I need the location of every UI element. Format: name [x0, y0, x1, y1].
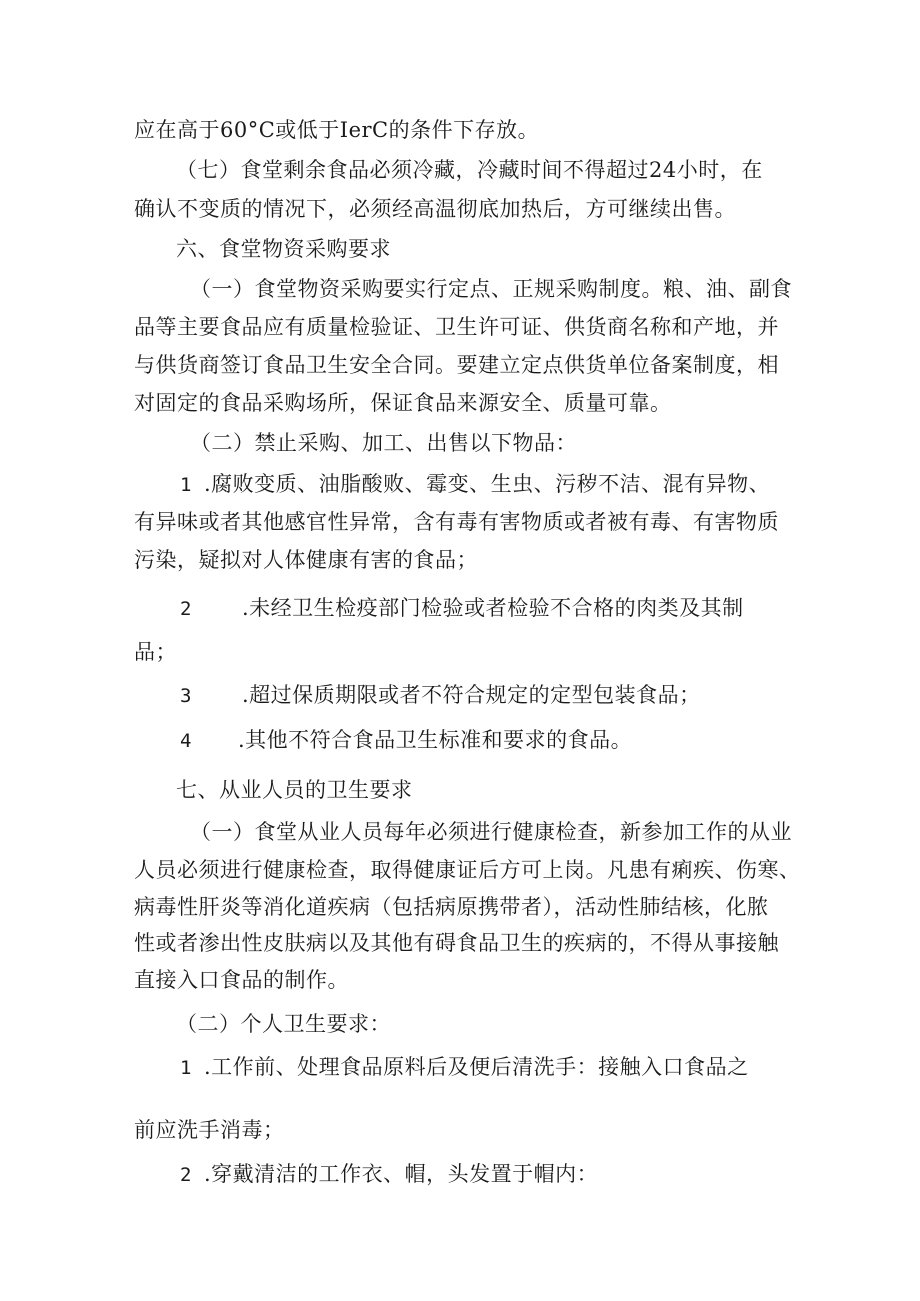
paragraph-line: （一）食堂从业人员每年必须进行健康检查，新参加工作的从业 [190, 820, 792, 844]
paragraph-line: 确认不变质的情况下，必须经高温彻底加热后，方可继续出售。 [134, 197, 736, 221]
paragraph-line: 性或者渗出性皮肤病以及其他有碍食品卫生的疾病的，不得从事接触 [134, 931, 779, 955]
paragraph-line: 病毒性肝炎等消化道疾病（包括病原携带者），活动性肺结核，化脓 [134, 895, 769, 919]
paragraph-line: 品等主要食品应有质量检验证、卫生许可证、供货商名称和产地，并 [134, 315, 779, 339]
paragraph-line: （二）个人卫生要求： [176, 1012, 391, 1036]
list-item: 1 .腐败变质、油脂酸败、霉变、生虫、污秽不洁、混有异物、 [180, 472, 771, 496]
paragraph-line: 直接入口食品的制作。 [134, 968, 349, 992]
paragraph-line: 对固定的食品采购场所，保证食品来源安全、质量可靠。 [134, 391, 672, 415]
paragraph-line: 污染，疑拟对人体健康有害的食品； [134, 548, 478, 572]
paragraph-line: （一）食堂物资采购要实行定点、正规采购制度。粮、油、副食 [190, 277, 792, 301]
paragraph-line: 与供货商签订食品卫生安全合同。要建立定点供货单位备案制度，相 [134, 353, 779, 377]
paragraph-line: 应在高于60°C或低于IerC的条件下存放。 [134, 118, 540, 142]
paragraph-line: 有异味或者其他感官性异常，含有毒有害物质或者被有毒、有害物质 [134, 510, 779, 534]
section-heading: 六、食堂物资采购要求 [176, 237, 391, 261]
paragraph-line: （二）禁止采购、加工、出售以下物品： [190, 431, 577, 455]
list-item: 3 .超过保质期限或者不符合规定的定型包装食品； [180, 683, 701, 707]
list-item: 1 .工作前、处理食品原料后及便后清洗手：接触入口食品之 [180, 1055, 749, 1079]
paragraph-line: 品； [134, 640, 177, 664]
list-item: 4 .其他不符合食品卫生标准和要求的食品。 [180, 728, 633, 752]
list-item: 2 .未经卫生检疫部门检验或者检验不合格的肉类及其制 [180, 596, 744, 620]
section-heading: 七、从业人员的卫生要求 [176, 778, 413, 802]
paragraph-line: 前应洗手消毒； [134, 1118, 285, 1142]
paragraph-line: （七）食堂剩余食品必须冷藏，冷藏时间不得超过24小时，在 [176, 158, 763, 182]
paragraph-line: 人员必须进行健康检查，取得健康证后方可上岗。凡患有痢疾、伤寒、 [134, 858, 801, 882]
list-item: 2 .穿戴清洁的工作衣、帽，头发置于帽内： [180, 1162, 599, 1186]
